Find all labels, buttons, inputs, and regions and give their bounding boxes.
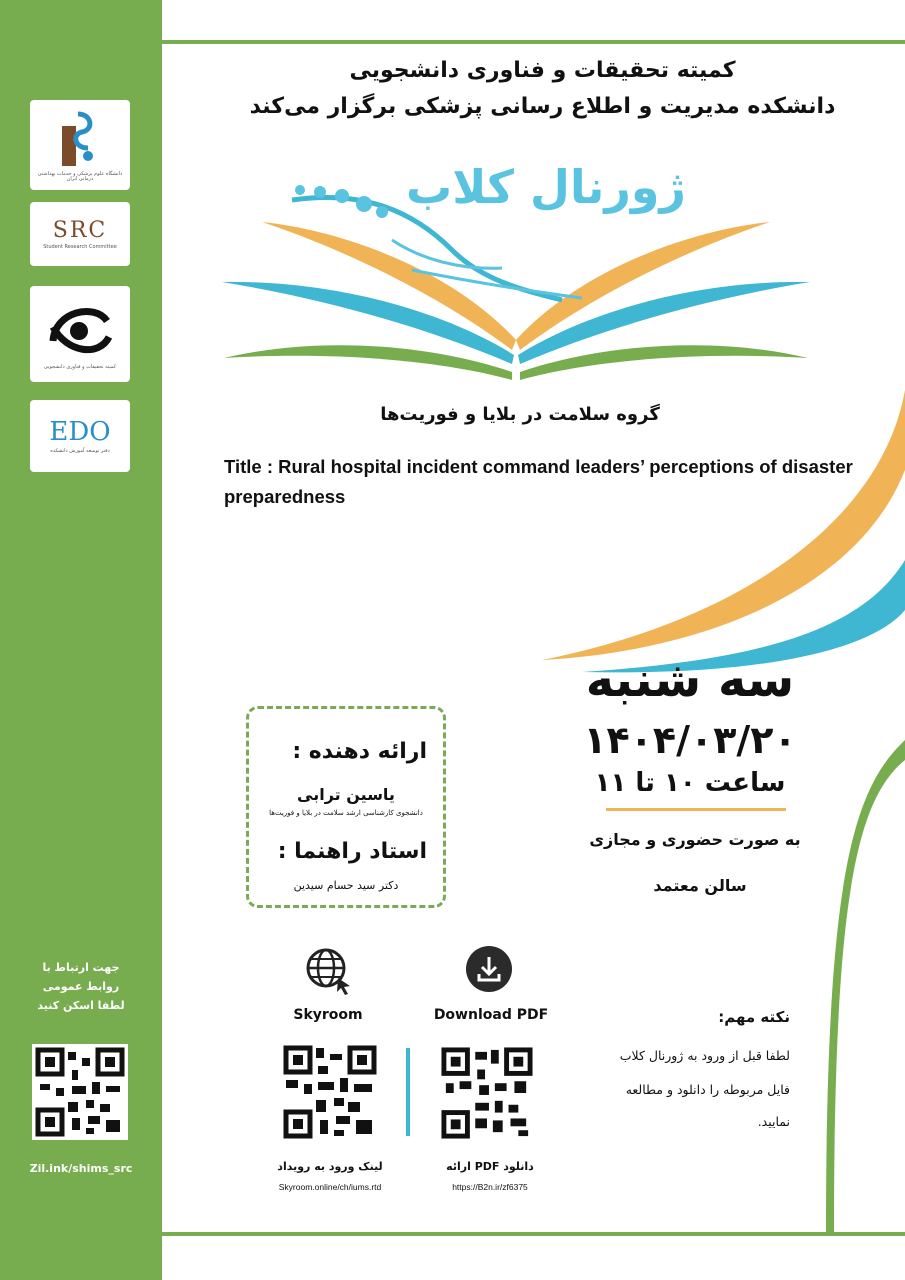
research-committee-logo: [30, 286, 130, 382]
event-day: سه شنبه: [585, 652, 795, 708]
presenter-label: ارائه دهنده :: [292, 739, 427, 764]
contact-qr-code[interactable]: [32, 1044, 128, 1140]
qr-divider: [406, 1048, 410, 1136]
edo-logo-caption: دفتر توسعه آموزش دانشکده: [50, 448, 110, 455]
note-line-1: لطفا قبل از ورود به ژورنال کلاب: [619, 1048, 790, 1063]
presenter-box: [246, 706, 446, 908]
download-pdf-label[interactable]: Download PDF: [433, 1007, 549, 1023]
advisor-name: دکتر سید حسام سیدین: [293, 879, 399, 892]
presenter-desc: دانشجوی کارشناسی ارشد سلامت در بلایا و فوریت‌ها: [269, 809, 423, 817]
src-logo: [30, 202, 130, 266]
header-line-1: کمیته تحقیقات و فناوری دانشجویی: [349, 58, 736, 83]
edo-logo-text: EDO: [49, 417, 111, 448]
university-logo-caption: دانشگاه علوم پزشکی و خدمات بهداشتی درمانی ایران: [37, 170, 123, 182]
skyroom-label[interactable]: Skyroom: [293, 1007, 363, 1023]
pdf-url[interactable]: https://B2n.ir/zf6375: [452, 1182, 528, 1192]
note-line-2: فایل مربوطه را دانلود و مطالعه: [625, 1082, 790, 1097]
pdf-caption: دانلود PDF ارائه: [446, 1160, 534, 1173]
skyroom-qr-code[interactable]: [282, 1044, 378, 1140]
event-date: ۱۴۰۴/۰۳/۲۰: [583, 718, 797, 762]
contact-line-3: لطفا اسکن کنید: [37, 999, 125, 1012]
src-logo-text: SRC: [52, 217, 108, 243]
note-line-3: نمایید.: [757, 1114, 790, 1129]
talk-title: Title : Rural hospital incident command leaders’ perceptions of disaster preparedness: [224, 456, 853, 507]
journal-club-title: ژورنال کلاب: [406, 160, 686, 214]
research-group: گروه سلامت در بلایا و فوریت‌ها: [380, 404, 660, 425]
contact-link[interactable]: Zil.ink/shims_src: [29, 1162, 133, 1175]
presenter-name: یاسین ترابی: [297, 785, 395, 804]
contact-line-1: جهت ارتباط با: [42, 961, 120, 974]
university-logo: [30, 100, 130, 190]
event-time: ساعت ۱۰ تا ۱۱: [594, 768, 786, 798]
pdf-qr-code[interactable]: [440, 1046, 534, 1140]
sidebar: [0, 0, 162, 1280]
globe-icon[interactable]: [304, 946, 354, 996]
download-icon[interactable]: [466, 946, 512, 992]
contact-line-2: روابط عمومی: [42, 980, 120, 993]
event-venue: سالن معتمد: [653, 876, 747, 895]
skyroom-url[interactable]: Skyroom.online/ch/iums.rtd: [278, 1182, 382, 1192]
time-underline: [606, 808, 786, 811]
header-line-2: دانشکده مدیریت و اطلاع رسانی پزشکی برگزار می‌کند: [249, 94, 836, 119]
contact-text: [8, 958, 154, 1015]
edo-logo: [30, 400, 130, 472]
event-mode: به صورت حضوری و مجازی: [589, 830, 801, 849]
skyroom-caption: لینک ورود به رویداد: [277, 1160, 383, 1173]
note-title: نکته مهم:: [718, 1008, 790, 1026]
advisor-label: استاد راهنما :: [277, 839, 427, 864]
src-logo-caption: Student Research Committee: [43, 243, 117, 250]
research-committee-caption: کمیته تحقیقات و فناوری دانشجویی: [43, 364, 117, 371]
